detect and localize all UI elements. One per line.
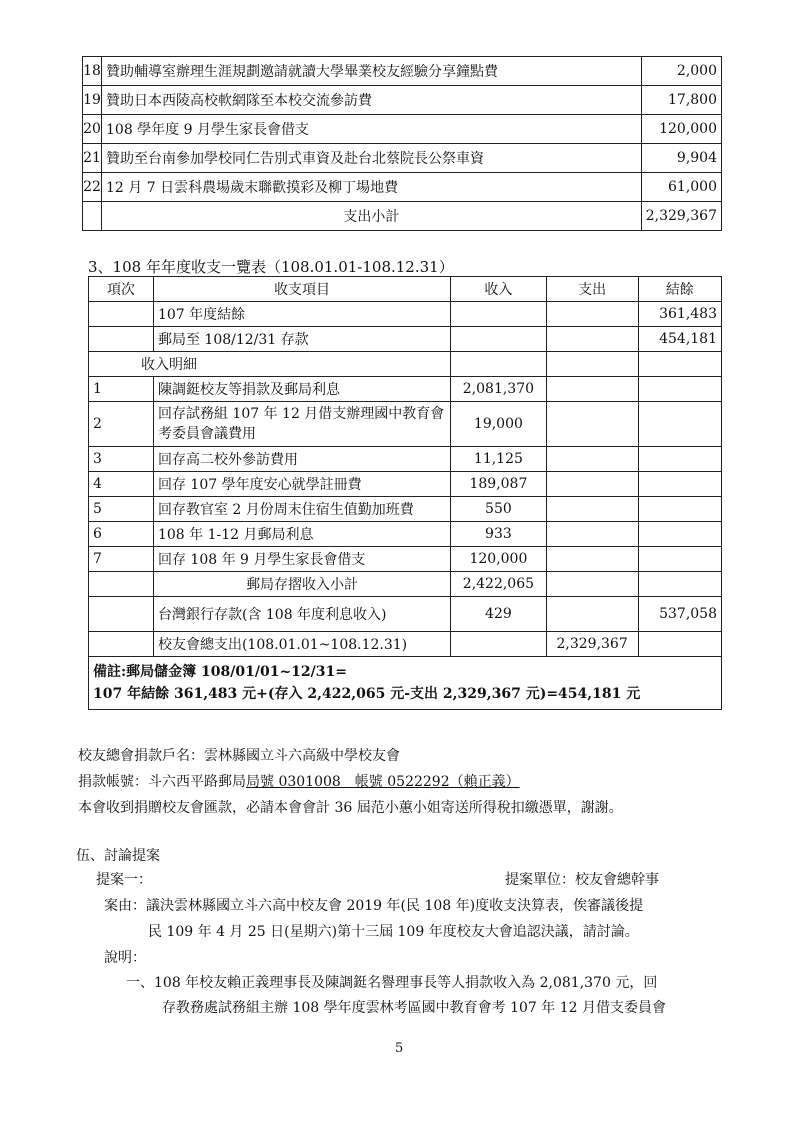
table-row [83, 173, 722, 202]
table-row [89, 597, 722, 632]
header-balance: 結餘 [638, 277, 721, 302]
table-row [89, 522, 722, 547]
expense-item: 贊助日本西陵高校軟網隊至本校交流參訪費 [102, 86, 642, 115]
income-amount: 11,125 [451, 447, 547, 472]
note-row [89, 657, 722, 710]
explain-label: 說明： [104, 950, 146, 966]
row-number: 20 [83, 115, 102, 144]
expense-amount: 2,000 [641, 57, 721, 86]
page-number: 5 [395, 1041, 404, 1056]
expense-item: 108 學年度 9 月學生家長會借支 [102, 115, 642, 144]
table-row [89, 497, 722, 522]
explain-line-1: 一、108 年校友賴正義理事長及陳調鋌名譽理事長等人捐款收入為 2,081,370 元，回 [126, 975, 658, 991]
income-item: 回存試務組 107 年 12 月借支辦理國中教育會考委員會議費用 [153, 402, 450, 447]
income-item: 回存教官室 2 月份周末住宿生值勤加班費 [153, 497, 450, 522]
expense-item: 贊助輔導室辦理生涯規劃邀請就讀大學畢業校友經驗分享鐘點費 [102, 57, 642, 86]
balance107-value: 361,483 [638, 302, 721, 327]
header-item: 收支項目 [153, 277, 450, 302]
expense-total: 2,329,367 [546, 632, 638, 657]
postal-income-subtotal: 2,422,065 [451, 572, 547, 597]
row-number: 19 [83, 86, 102, 115]
expense-item: 12 月 7 日雲科農場歲末聯歡摸彩及柳丁場地費 [102, 173, 642, 202]
row-number: 3 [89, 447, 154, 472]
explain-line-2: 存教務處試務組主辦 108 學年度雲林考區國中教育會考 107 年 12 月借支委員會 [162, 1000, 666, 1016]
row-number: 21 [83, 144, 102, 173]
postal-label: 郵局至 108/12/31 存款 [153, 327, 450, 352]
table-row [89, 302, 722, 327]
receipt-note: 本會收到捐贈校友會匯款，必請本會會計 36 屆范小蕙小姐寄送所得稅扣繳憑單，謝謝。 [78, 800, 623, 816]
table-row [89, 377, 722, 402]
proposal-label: 提案一： [96, 872, 152, 888]
header-row [89, 277, 722, 302]
subtotal-amount: 2,329,367 [641, 202, 721, 231]
account-number-main: 局號 0301008 帳號 0522292（賴正義） [246, 774, 520, 790]
income-item: 陳調鋌校友等捐款及郵局利息 [153, 377, 450, 402]
row-number: 2 [89, 402, 154, 447]
table-row [83, 115, 722, 144]
subtotal-row [83, 202, 722, 231]
row-number: 22 [83, 173, 102, 202]
expense-table [82, 56, 722, 231]
income-amount: 933 [451, 522, 547, 547]
expense-amount: 17,800 [641, 86, 721, 115]
income-item: 回存高二校外參訪費用 [153, 447, 450, 472]
table-row [89, 402, 722, 447]
proposer: 提案單位：校友會總幹事 [505, 872, 659, 888]
income-amount: 19,000 [451, 402, 547, 447]
expense-total-label: 校友會總支出(108.01.01~108.12.31) [153, 632, 450, 657]
table-row [89, 447, 722, 472]
section-heading: 伍、討論提案 [76, 848, 160, 864]
expense-amount: 61,000 [641, 173, 721, 202]
expense-amount: 120,000 [641, 115, 721, 144]
table-row [89, 632, 722, 657]
table-row [83, 57, 722, 86]
header-expense: 支出 [546, 277, 638, 302]
income-amount: 550 [451, 497, 547, 522]
income-detail-label: 收入明細 [89, 352, 451, 377]
row-number: 18 [83, 57, 102, 86]
row-number: 7 [89, 547, 154, 572]
expense-amount: 9,904 [641, 144, 721, 173]
case-line-2: 民 109 年 4 月 25 日(星期六)第十三屆 109 年度校友大會追認決議，請討論。 [148, 924, 639, 940]
income-item: 回存 108 年 9 月學生家長會借支 [153, 547, 450, 572]
income-item: 108 年 1-12 月郵局利息 [153, 522, 450, 547]
summary-table [88, 276, 722, 710]
row-number: 1 [89, 377, 154, 402]
income-amount: 2,081,370 [451, 377, 547, 402]
note-line-2: 107 年結餘 361,483 元+(存入 2,422,065 元-支出 2,329,367 元)=454,181 元 [93, 686, 641, 702]
income-item: 回存 107 學年度安心就學註冊費 [153, 472, 450, 497]
table-row [89, 352, 722, 377]
postal-value: 454,181 [638, 327, 721, 352]
account-number-prefix: 捐款帳號：斗六西平路郵局 [78, 774, 246, 790]
postal-income-subtotal-label: 郵局存摺收入小計 [153, 572, 450, 597]
bank-label: 台灣銀行存款(含 108 年度利息收入) [153, 597, 450, 632]
account-name: 校友總會捐款戶名：雲林縣國立斗六高級中學校友會 [78, 748, 400, 764]
header-no: 項次 [89, 277, 154, 302]
income-amount: 189,087 [451, 472, 547, 497]
row-number: 5 [89, 497, 154, 522]
summary-title: 3、108 年年度收支一覽表（108.01.01-108.12.31） [88, 258, 454, 276]
bank-income: 429 [451, 597, 547, 632]
note-line-1: 備註:郵局儲金簿 108/01/01~12/31= [93, 664, 347, 680]
account-number [78, 771, 520, 791]
income-amount: 120,000 [451, 547, 547, 572]
case-line-1: 案由：議決雲林縣國立斗六高中校友會 2019 年(民 108 年)度收支決算表，俟審議後提 [104, 898, 644, 914]
table-row [89, 547, 722, 572]
table-row [83, 144, 722, 173]
table-row [89, 572, 722, 597]
header-income: 收入 [451, 277, 547, 302]
table-row [83, 86, 722, 115]
row-number: 4 [89, 472, 154, 497]
bank-balance: 537,058 [638, 597, 721, 632]
table-row [89, 327, 722, 352]
expense-item: 贊助至台南參加學校同仁告別式車資及赴台北蔡院長公祭車資 [102, 144, 642, 173]
table-row [89, 472, 722, 497]
balance107-label: 107 年度結餘 [153, 302, 450, 327]
subtotal-label: 支出小計 [102, 202, 642, 231]
row-number: 6 [89, 522, 154, 547]
